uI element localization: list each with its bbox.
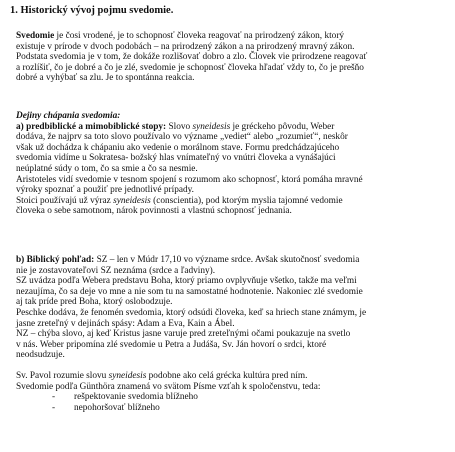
text-line: svedomia vidíme u Sokratesa- božský hlas vnímateľný vo vnútri človeka a vynášajúci [16,153,336,164]
text-line: neúplatné súdy o tom, čo sa smie a čo sa nesmie. [16,163,198,174]
list-item [52,392,446,403]
intro-paragraph [16,31,446,84]
intro-term: Svedomie [16,31,55,41]
section-paul [16,371,446,413]
text-line: neodsudzuje. [16,350,65,361]
subhead-prebiblical: a) predbiblické a mimobiblické stopy: [16,121,167,132]
text-run: Sv. Pavol rozumie slovu [16,371,109,381]
text-line: aj tak príde pred Boha, ktorý oslobodzuje. [16,297,173,308]
intro-line: existuje v prírode v dvoch podobách – na prirodzený zákon a na prirodzený mravný zákon. [16,41,355,52]
section-biblical [16,255,446,361]
text-line: však už dochádza k chápaniu ako vedenie o morálnom stave. Formu predchádzajúceho [16,142,340,153]
text-line: NZ – chýba slovo, aj keď Kristus jasne varuje pred zreteľnými očami poukazuje na svetlo [16,329,351,340]
list-item [52,403,446,414]
section-title: Dejiny chápania svedomia: [16,111,121,121]
text-line: jasne zreteľný v dejinách spásy: Adam a Eva, Kain a Ábel. [16,318,235,329]
subhead-biblical: b) Biblický pohľad: [16,255,95,265]
text-line: nezaujíma, čo sa deje vo mne a nie som tu na samostatné hodnotenie. Nakoniec zlé svedomie [16,286,363,297]
term-syneidesis: syneidesis [113,195,151,206]
text-run: podobne ako celá grécka kultúra pred ním. [146,371,308,381]
intro-line: a rozlíšiť, čo je dobré a čo je zlé, svedomie je schopnosť človeka hľadať vždy to, čo je prešňo [16,62,364,73]
list-item-text: nepohoršovať blížneho [74,402,160,413]
dash-bullet: - [52,392,56,403]
section-history [16,111,446,217]
text-line: v nás. Weber pripomína zlé svedomie u Petra a Judáša, Sv. Ján hovorí o srdci, ktoré [16,339,327,350]
text-run: SZ – len v Múdr 17,10 vo význame srdce. Avšak skutočnosť svedomia [94,255,360,265]
list-item-text: rešpektovanie svedomia blížneho [74,392,198,403]
text-line: nie je zostavovateľovi SZ neznáma (srdce a ľadviny). [16,265,216,276]
text-run: Stoici používajú už výraz [16,195,114,206]
text-line: SZ uvádza podľa Webera predstavu Boha, ktorý priamo ovplyvňuje všetko, takže ma veľmi [16,276,357,287]
bullet-list [16,392,446,413]
text-line: Peschke dodáva, že fenomén svedomia, ktorý odsúdi človeka, keď sa hriech stane známym, je [16,307,367,318]
text-line: výroky spoznať a použiť pre jednotlivé prípady. [16,185,194,196]
document-heading: 1. Historický vývoj pojmu svedomie. [10,5,174,16]
term-syneidesis: syneidesis [192,121,231,132]
text-line: človeka o sebe samotnom, nárok povinnosti a vlastnú schopnosť jednania. [16,206,292,217]
text-line: Svedomie podľa Günthöra znamená vo svätom Písme vzťah k spoločenstvu, teda: [16,381,321,392]
term-syneidesis: syneidesis [108,371,147,381]
text-run: (conscientia), pod ktorým myslia tajomné vedomie [150,195,343,206]
text-run: Slovo [166,121,193,132]
intro-line: Podstata svedomia je v tom, že dokáže rozlišovať dobro a zlo. Človek vie prirodzene reagovať [16,52,368,63]
intro-line: je čosi vrodené, je to schopnosť človeka reagovať na prirodzený zákon, ktorý [54,31,345,41]
intro-line: dobré a vyhýbať sa zlu. Je to spontánna reakcia. [16,73,195,84]
text-line: Aristoteles vidí svedomie v tesnom spojení s rozumom ako schopnosť, ktorá pomáha mravné [16,174,363,185]
dash-bullet: - [52,402,56,413]
text-run: je gréckeho pôvodu, Weber [230,121,335,132]
text-line: dodáva, že najprv sa toto slovo používalo vo význame „vediet“ alebo „rozumieť“, neskôr [16,132,348,143]
